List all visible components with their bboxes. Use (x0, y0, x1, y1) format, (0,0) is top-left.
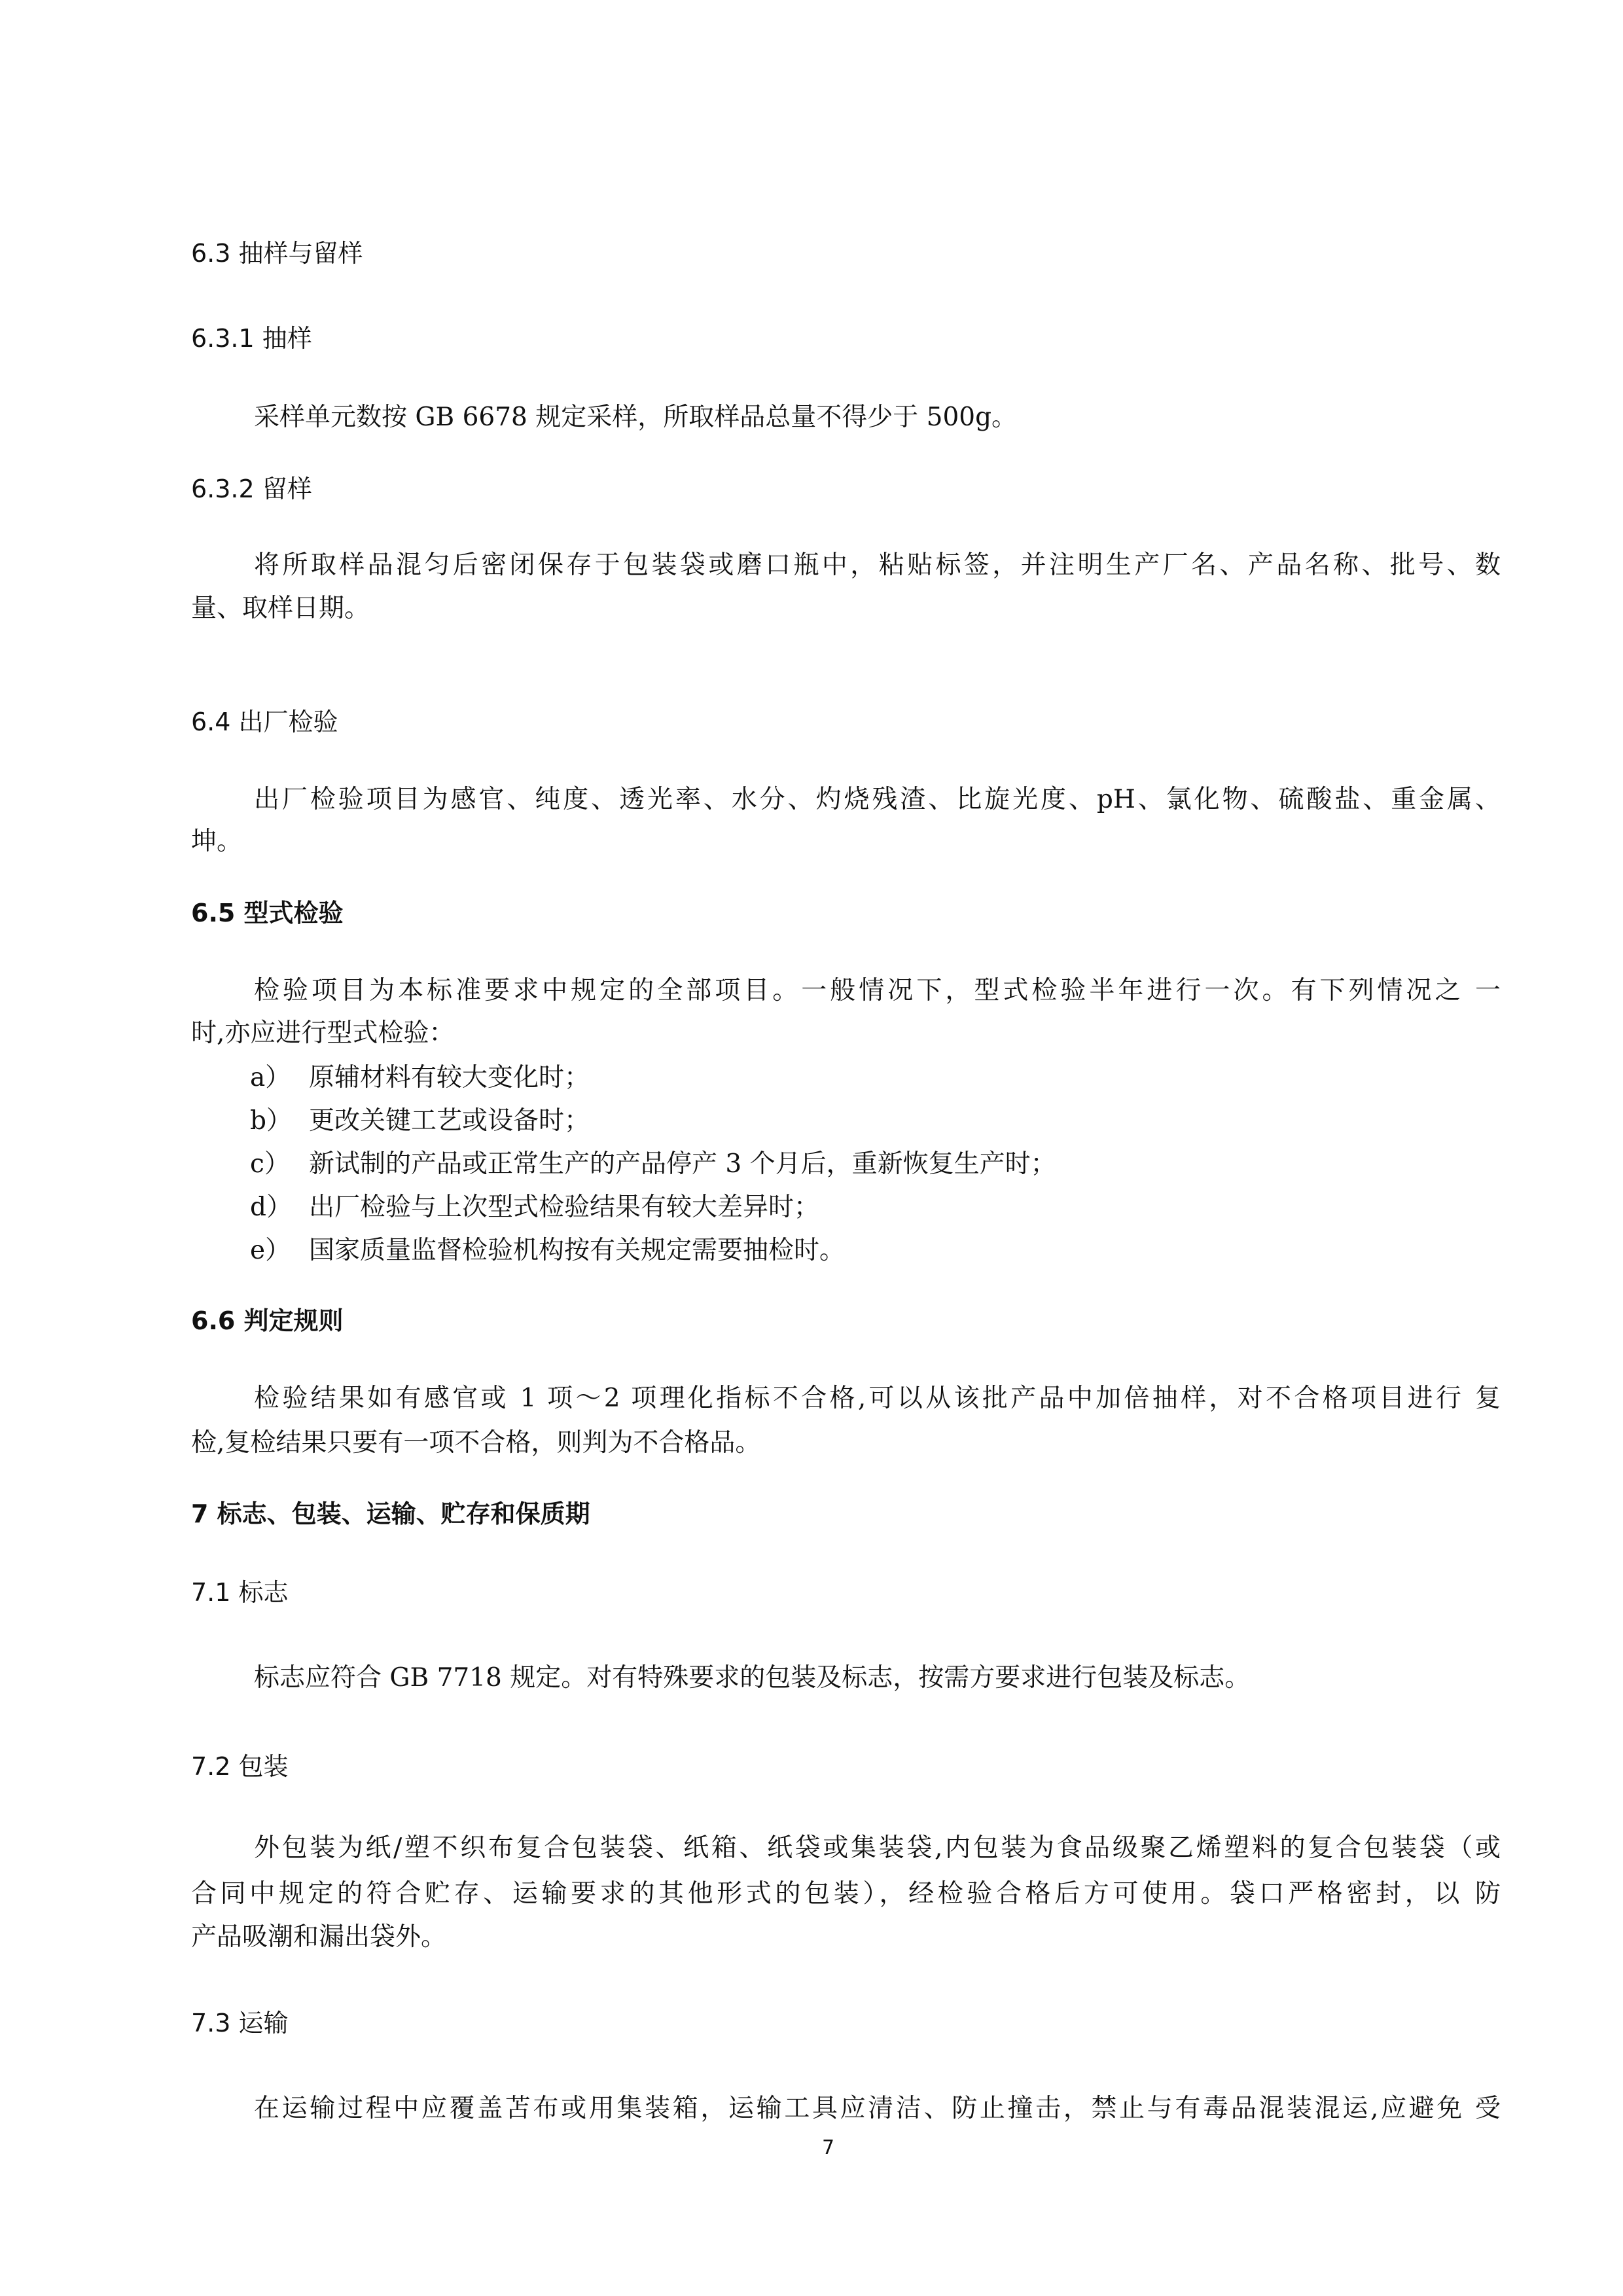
paragraph-6-3-2-line1: 将所取样品混匀后密闭保存于包装袋或磨口瓶中，粘贴标签，并注明生产厂名、产品名称、批号、数 (254, 550, 1501, 580)
paragraph-7-2-line3: 产品吸潮和漏出袋外。 (191, 1922, 447, 1952)
paragraph-6-3-1: 采样单元数按 GB 6678 规定采样，所取样品总量不得少于 500g。 (254, 403, 1018, 432)
paragraph-6-6-line1: 检验结果如有感官或 1 项～2 项理化指标不合格,可以从该批产品中加倍抽样，对不合格项目进行 复 (254, 1384, 1501, 1413)
heading-7-2: 7.2 包装 (191, 1752, 289, 1781)
paragraph-7-3-line1: 在运输过程中应覆盖苫布或用集装箱，运输工具应清洁、防止撞击，禁止与有毒品混装混运,应避免 受 (254, 2094, 1501, 2123)
heading-6-5: 6.5 型式检验 (191, 899, 344, 927)
heading-6-3: 6.3 抽样与留样 (191, 239, 363, 268)
paragraph-6-4-line2: 坤。 (191, 827, 243, 856)
heading-7-3: 7.3 运输 (191, 2009, 289, 2037)
list-item-label: e） (250, 1236, 291, 1265)
list-item-text: 原辅材料有较大变化时； (309, 1063, 590, 1092)
list-item (250, 1235, 1493, 1266)
list-item (250, 1149, 1493, 1180)
heading-7: 7 标志、包装、运输、贮存和保质期 (191, 1499, 590, 1528)
list-item-label: d） (250, 1193, 292, 1222)
list-item-text: 新试制的产品或正常生产的产品停产 3 个月后，重新恢复生产时； (309, 1149, 1056, 1179)
paragraph-6-6-line2: 检,复检结果只要有一项不合格，则判为不合格品。 (191, 1428, 761, 1458)
list-item-label: a） (250, 1063, 291, 1092)
list-item (250, 1062, 1493, 1094)
list-item-text: 更改关键工艺或设备时； (309, 1106, 590, 1136)
list-item-text: 出厂检验与上次型式检验结果有较大差异时； (309, 1193, 820, 1222)
paragraph-6-5-line2: 时,亦应进行型式检验： (191, 1018, 455, 1048)
list-item (250, 1192, 1493, 1223)
heading-6-3-2: 6.3.2 留样 (191, 475, 312, 503)
heading-6-6: 6.6 判定规则 (191, 1306, 344, 1335)
heading-6-4: 6.4 出厂检验 (191, 708, 338, 736)
paragraph-6-4-line1: 出厂检验项目为感官、纯度、透光率、水分、灼烧残渣、比旋光度、pH、氯化物、硫酸盐、重金属、 (254, 785, 1501, 814)
paragraph-7-2-line2: 合同中规定的符合贮存、运输要求的其他形式的包装），经检验合格后方可使用。袋口严格密封，以 防 (191, 1879, 1501, 1909)
paragraph-7-1: 标志应符合 GB 7718 规定。对有特殊要求的包装及标志，按需方要求进行包装及标志。 (254, 1663, 1251, 1693)
heading-7-1: 7.1 标志 (191, 1578, 289, 1607)
list-item-label: c） (250, 1149, 290, 1179)
paragraph-6-3-2-line2: 量、取样日期。 (191, 594, 370, 623)
paragraph-6-5-line1: 检验项目为本标准要求中规定的全部项目。一般情况下，型式检验半年进行一次。有下列情况之 一 (254, 976, 1501, 1005)
list-item-text: 国家质量监督检验机构按有关规定需要抽检时。 (309, 1236, 846, 1265)
heading-6-3-1: 6.3.1 抽样 (191, 324, 312, 353)
list-item (250, 1105, 1493, 1137)
paragraph-7-2-line1: 外包装为纸/塑不织布复合包装袋、纸箱、纸袋或集装袋,内包装为食品级聚乙烯塑料的复合包装袋（或 (254, 1833, 1501, 1863)
page-number: 7 (822, 2136, 835, 2159)
list-item-label: b） (250, 1106, 292, 1136)
